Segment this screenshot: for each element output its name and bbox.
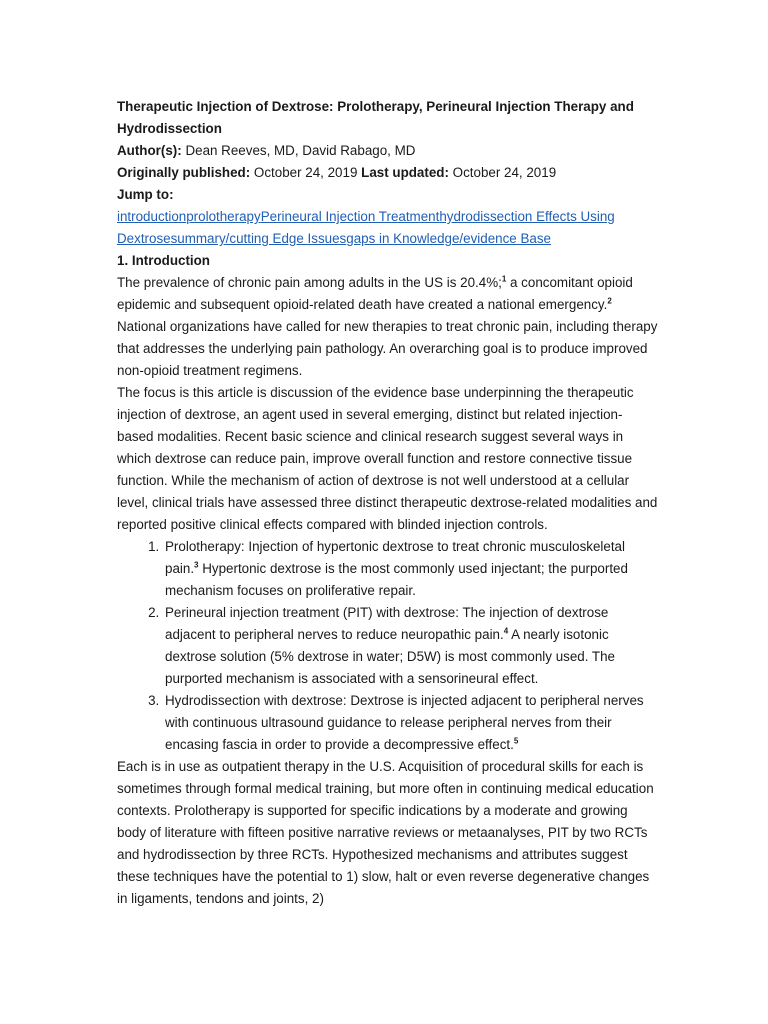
list-item	[163, 690, 658, 756]
paragraph-text: a concomitant opioid epidemic and subsequent opioid-related death have created a national emergency.	[117, 275, 633, 312]
dates-line	[117, 162, 658, 184]
paragraph-text: The prevalence of chronic pain among adults in the US is 20.4%;	[117, 275, 502, 290]
citation-superscript: 1	[501, 274, 507, 284]
paragraph-outpatient: Each is in use as outpatient therapy in the U.S. Acquisition of procedural skills for each is sometimes through formal medical training, but more often in continuing medical education contexts. Prolotherapy is supported for specific indications by a moderate and growing body of literature with fifteen positive narrative reviews or metaanalyses, PIT by two RCTs and hydrodissection by three RCTs. Hypothesized mechanisms and attributes suggest these techniques have the potential to 1) slow, halt or even reverse degenerative changes in ligaments, tendons and joints, 2)	[117, 759, 654, 906]
updated-label: Last updated:	[361, 165, 449, 180]
section-heading-introduction: 1. Introduction	[117, 253, 210, 268]
jump-link-summary[interactable]: summary/cutting Edge Issues	[170, 231, 347, 246]
document-title	[117, 96, 658, 140]
citation-superscript: 2	[607, 296, 612, 306]
list-item-text: Perineural injection treatment (PIT) with dextrose: The injection of dextrose adjacent to peripheral nerves to reduce neuropathic pain.	[165, 605, 609, 642]
jump-link-perineural-injection-treatment[interactable]: Perineural Injection Treatment	[260, 209, 440, 224]
authors-label: Author(s):	[117, 143, 182, 158]
jump-link-introduction[interactable]: introduction	[117, 209, 187, 224]
citation-superscript: 5	[513, 736, 519, 746]
updated-date: October 24, 2019	[452, 165, 557, 180]
citation-superscript: 4	[503, 626, 509, 636]
list-item-text: Hydrodissection with dextrose: Dextrose is injected adjacent to peripheral nerves with continuous ultrasound guidance to release peripheral nerves from their encasing fascia in order to provide a decompressive effect.	[165, 693, 644, 752]
list-item	[163, 602, 658, 690]
paragraph-text: National organizations have called for new therapies to treat chronic pain, including therapy that addresses the underlying pain pathology. An overarching goal is to produce improved non-opioid treatment regimens.	[117, 319, 658, 378]
citation-superscript: 3	[194, 560, 199, 570]
modalities-list	[117, 536, 658, 756]
list-item-text: A nearly isotonic dextrose solution (5% dextrose in water; D5W) is most commonly used. The purported mechanism is associated with a sensorineural effect.	[165, 627, 616, 686]
jump-to-label: Jump to:	[117, 187, 174, 202]
jump-link-prolotherapy[interactable]: prolotherapy	[186, 209, 261, 224]
jump-link-gaps-in-knowledge[interactable]: gaps in Knowledge/evidence Base	[346, 231, 551, 246]
list-item-text: Hypertonic dextrose is the most commonly used injectant; the purported mechanism focuses on proliferative repair.	[165, 561, 628, 598]
list-item-text: Prolotherapy: Injection of hypertonic dextrose to treat chronic musculoskeletal pain.	[165, 539, 625, 576]
authors-line	[117, 140, 658, 162]
jump-links	[117, 206, 658, 250]
published-date: October 24, 2019	[253, 165, 358, 180]
list-item	[163, 536, 658, 602]
paragraph-prevalence	[117, 272, 658, 382]
published-label: Originally published:	[117, 165, 251, 180]
jump-link-hydrodissection[interactable]: hydrodissection Effects Using Dextrose	[117, 209, 615, 246]
authors-value: Dean Reeves, MD, David Rabago, MD	[185, 143, 416, 158]
document-title-text: Therapeutic Injection of Dextrose: Prolotherapy, Perineural Injection Therapy and Hydrodissection	[117, 99, 634, 136]
paragraph-focus: The focus is this article is discussion of the evidence base underpinning the therapeutic injection of dextrose, an agent used in several emerging, distinct but related injection-based modalities. Recent basic science and clinical research suggest several ways in which dextrose can reduce pain, improve overall function and restore connective tissue function. While the mechanism of action of dextrose is not well understood at a cellular level, clinical trials have assessed three distinct therapeutic dextrose-related modalities and reported positive clinical effects compared with blinded injection controls.	[117, 385, 658, 532]
